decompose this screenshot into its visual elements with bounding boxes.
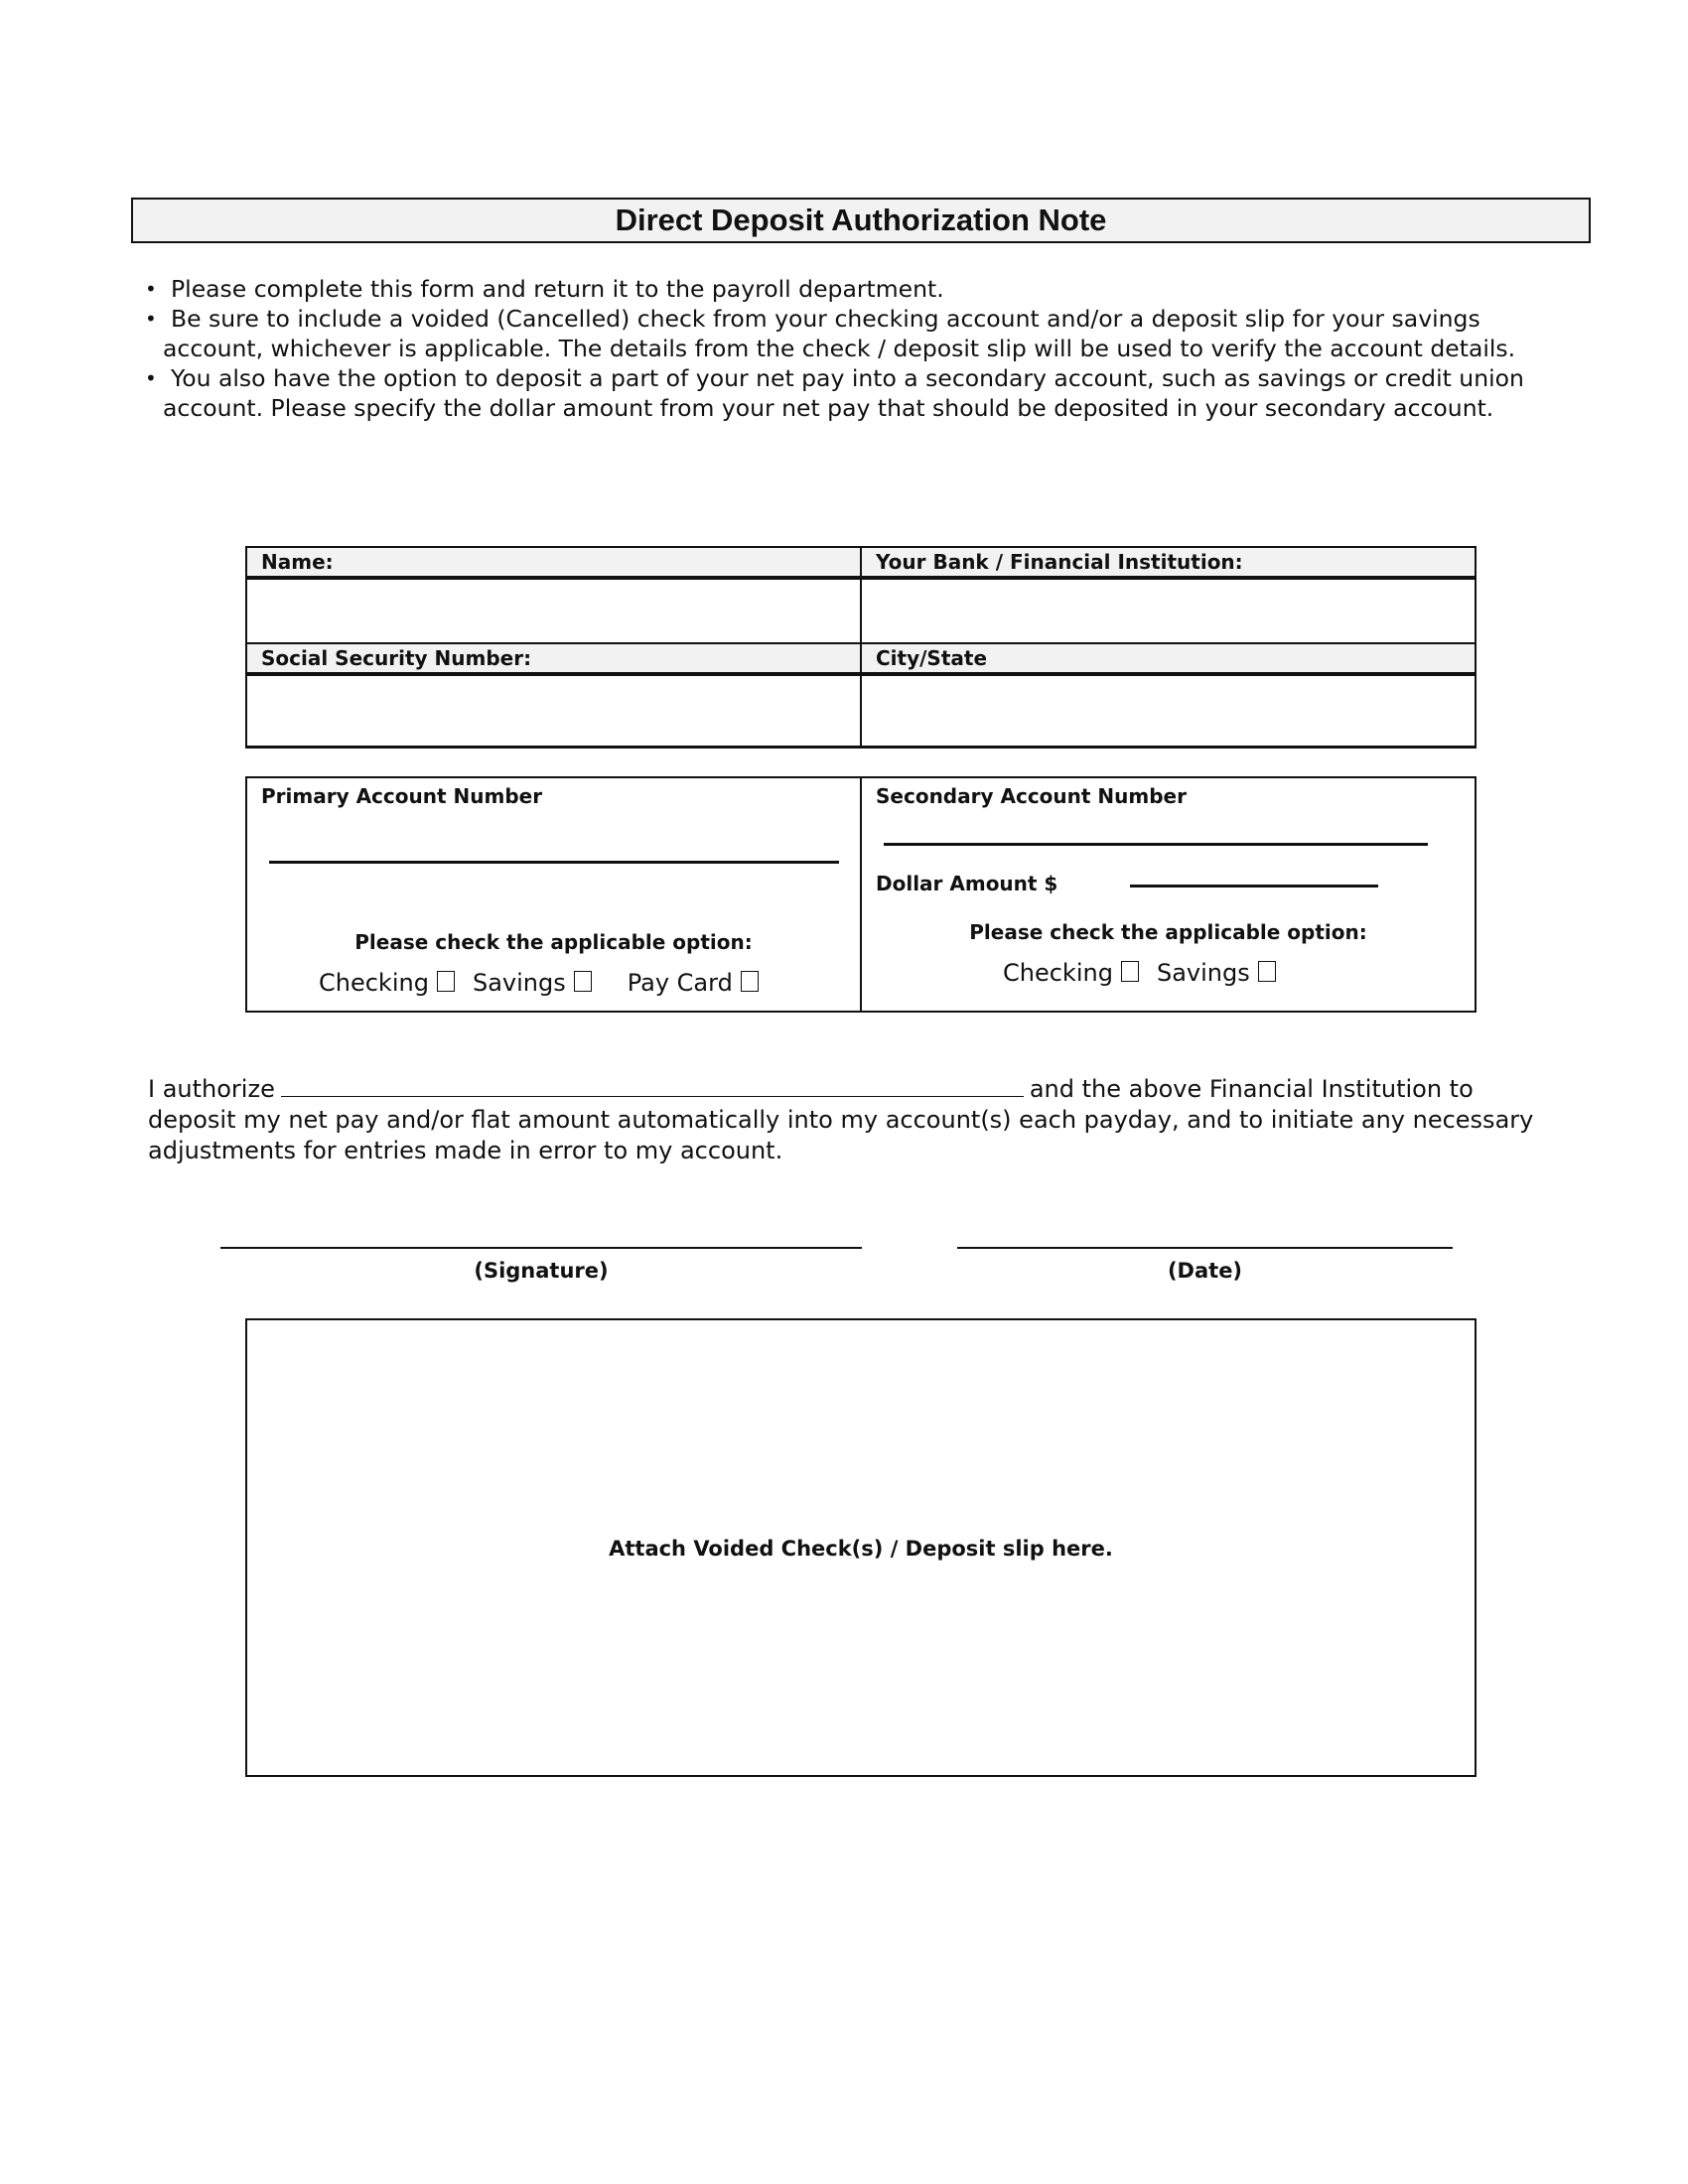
secondary-checking-label: Checking (1003, 959, 1113, 987)
primary-savings-checkbox[interactable] (574, 971, 592, 992)
instructions-list (147, 274, 1577, 423)
signature-line[interactable] (220, 1247, 862, 1249)
ssn-field[interactable] (246, 674, 861, 748)
primary-savings-label: Savings (472, 969, 566, 997)
primary-paycard-checkbox[interactable] (741, 971, 759, 992)
instruction-text: Please complete this form and return it to the payroll department. (171, 275, 944, 303)
primary-paycard-label: Pay Card (627, 969, 733, 997)
name-label: Name: (246, 547, 861, 578)
city-state-label: City/State (861, 643, 1476, 674)
instruction-item (147, 304, 1577, 363)
instruction-item (147, 274, 1577, 304)
primary-account-cell (246, 777, 861, 1012)
dollar-amount-label: Dollar Amount $ (876, 872, 1058, 895)
authorization-prefix: I authorize (148, 1075, 275, 1103)
bank-field[interactable] (861, 578, 1476, 643)
accounts-table (245, 776, 1477, 1013)
form-title: Direct Deposit Authorization Note (131, 198, 1591, 243)
signature-label: (Signature) (474, 1259, 609, 1283)
secondary-checking-checkbox[interactable] (1121, 961, 1139, 982)
city-state-field[interactable] (861, 674, 1476, 748)
primary-option-prompt: Please check the applicable option: (354, 930, 753, 954)
secondary-option-prompt: Please check the applicable option: (969, 920, 1367, 944)
authorization-paragraph (148, 1074, 1558, 1166)
instruction-text: Be sure to include a voided (Cancelled) check from your checking account and/or a deposit slip for your savings account, whichever is applicable. The details from the check / deposit slip will be used to verify the account details. (163, 305, 1516, 362)
dollar-amount-field[interactable] (1130, 885, 1378, 887)
secondary-options (1003, 959, 1294, 987)
secondary-account-cell (861, 777, 1476, 1012)
attach-label: Attach Voided Check(s) / Deposit slip here. (609, 1537, 1113, 1561)
personal-info-table (245, 546, 1477, 749)
date-label: (Date) (1167, 1259, 1243, 1283)
ssn-label: Social Security Number: (246, 643, 861, 674)
date-line[interactable] (957, 1247, 1453, 1249)
authorization-text: and the above Financial Institution to deposit my net pay and/or flat amount automatically into my account(s) each payday, and to initiate any necessary adjustments for entries made in error to my account. (148, 1075, 1534, 1164)
secondary-account-label: Secondary Account Number (876, 784, 1187, 808)
primary-checking-label: Checking (319, 969, 429, 997)
secondary-savings-label: Savings (1156, 959, 1250, 987)
primary-account-label: Primary Account Number (261, 784, 543, 808)
bank-label: Your Bank / Financial Institution: (861, 547, 1476, 578)
secondary-savings-checkbox[interactable] (1258, 961, 1276, 982)
attach-check-area (245, 1318, 1477, 1777)
employer-name-field[interactable] (281, 1074, 1024, 1097)
instruction-item (147, 363, 1577, 423)
primary-checking-checkbox[interactable] (437, 971, 455, 992)
primary-options (319, 969, 776, 997)
name-field[interactable] (246, 578, 861, 643)
secondary-account-field[interactable] (884, 843, 1428, 846)
primary-account-field[interactable] (269, 861, 839, 864)
instruction-text: You also have the option to deposit a part of your net pay into a secondary account, such as savings or credit union account. Please specify the dollar amount from your net pay that should be deposited in your secondary account. (163, 364, 1524, 422)
